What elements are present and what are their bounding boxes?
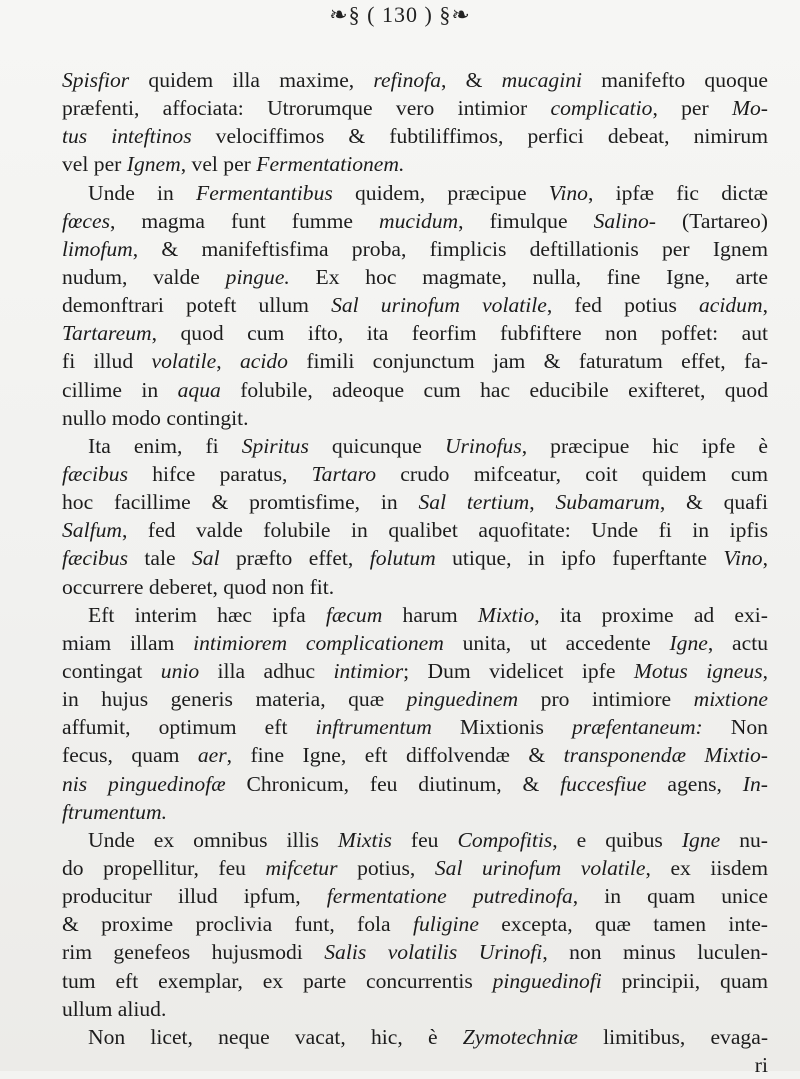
text-segment: crudo mifceatur, coit quidem cum	[376, 461, 769, 486]
text-line	[62, 657, 768, 685]
italic-segment: acido	[240, 349, 288, 374]
text-line	[62, 854, 768, 882]
text-line	[62, 263, 768, 291]
text-segment: excepta, quæ tamen inte-	[478, 912, 768, 937]
text-segment: , in quam unice	[572, 884, 768, 909]
text-segment: demonftrari poteft ullum	[62, 293, 332, 318]
italic-segment: Motus igneus	[633, 658, 763, 683]
text-line	[62, 544, 768, 572]
text-segment: & proxime proclivia funt, fola	[62, 912, 413, 937]
italic-segment: Mo-	[732, 96, 768, 121]
body-text	[62, 66, 768, 1079]
text-segment: , per	[652, 96, 733, 121]
italic-segment: Salfum	[62, 518, 122, 543]
text-segment: Ex hoc magmate, nulla, fine Igne, arte	[289, 264, 768, 289]
text-segment: , fed potius	[546, 293, 699, 318]
text-segment: tale	[127, 546, 192, 571]
text-segment: velociffimos & fubtiliffimos, perfici debeat, nimirum	[191, 124, 768, 149]
text-segment: , & quafi	[659, 490, 768, 515]
text-line	[62, 516, 768, 544]
text-segment: , magma funt fumme	[109, 208, 379, 233]
italic-segment: Fermentantibus	[196, 180, 333, 205]
text-segment: ,	[529, 490, 556, 515]
text-line	[62, 347, 768, 375]
italic-segment: aer	[197, 743, 227, 768]
text-line	[62, 685, 768, 713]
text-segment: hifce paratus,	[127, 461, 312, 486]
text-segment: , fimulque	[458, 208, 594, 233]
text-segment: agens,	[646, 771, 743, 796]
text-line	[62, 770, 768, 798]
italic-segment: Igne	[669, 630, 708, 655]
text-line	[62, 122, 768, 150]
text-segment: limitibus, evaga-	[577, 1024, 769, 1049]
text-segment: , ex iisdem	[645, 855, 768, 880]
text-segment: vel per	[62, 152, 127, 177]
italic-segment: fœces	[62, 208, 110, 233]
italic-segment: pinguedinofi	[492, 968, 602, 993]
text-line	[62, 488, 768, 516]
italic-segment: Igne	[681, 827, 721, 852]
text-segment: ullum aliud.	[62, 996, 167, 1021]
text-line	[62, 150, 768, 178]
text-segment: Unde in	[88, 180, 197, 205]
italic-segment: intimior	[333, 658, 404, 683]
italic-segment: In-	[742, 771, 768, 796]
text-segment: ,	[762, 546, 768, 571]
italic-segment: fæcibus	[62, 461, 128, 486]
italic-segment: Spiritus	[241, 433, 309, 458]
text-segment: fecus, quam	[62, 743, 198, 768]
text-segment: quicunque	[308, 433, 445, 458]
italic-segment: transponendæ Mixtio-	[563, 743, 768, 768]
text-segment: Non licet, neque vacat, hic, è	[88, 1024, 463, 1049]
text-segment: , fed valde folubile in qualibet aquofitate: Unde fi in ipfis	[121, 518, 768, 543]
text-segment: rim genefeos hujusmodi	[62, 940, 325, 965]
text-line	[62, 601, 768, 629]
text-segment: utique, in ipfo fuperftante	[435, 546, 724, 571]
italic-segment: intimiorem complicationem	[193, 630, 444, 655]
italic-segment: Sal	[191, 546, 220, 571]
text-segment: , non minus luculen-	[542, 940, 768, 965]
text-segment: ,	[762, 658, 768, 683]
text-segment: nu-	[720, 827, 768, 852]
text-segment: ; Dum videlicet ipfe	[403, 658, 634, 683]
text-segment: ,	[216, 349, 240, 374]
italic-segment: Compofitis	[457, 827, 553, 852]
text-segment: folubile, adeoque cum hac educibile exifteret, quod	[220, 377, 768, 402]
text-segment: fimili conjunctum jam & faturatum effet, fa-	[287, 349, 768, 374]
text-segment: nullo modo contingit.	[62, 405, 249, 430]
italic-segment: præfentaneum:	[571, 715, 703, 740]
text-segment: ri	[754, 1052, 768, 1077]
text-segment: Unde ex omnibus illis	[88, 827, 338, 852]
text-segment: occurrere deberet, quod non fit.	[62, 574, 335, 599]
italic-segment: refinofa	[373, 68, 441, 92]
text-line	[62, 938, 768, 966]
text-line	[62, 713, 768, 741]
italic-segment: Vino	[723, 546, 763, 571]
text-segment: producitur illud ipfum,	[62, 884, 327, 909]
italic-segment: pinguedinem	[406, 687, 519, 712]
text-line	[62, 882, 768, 910]
text-segment: præfenti, affociata: Utrorumque vero intimior	[62, 96, 551, 121]
text-segment: , ita proxime ad exi-	[534, 602, 768, 627]
text-line	[62, 432, 768, 460]
italic-segment: Urinofus	[444, 433, 522, 458]
text-segment: tum eft exemplar, ex parte concurrentis	[62, 968, 493, 993]
text-segment: Non	[702, 715, 768, 740]
text-line	[62, 460, 768, 488]
italic-segment: Salino-	[593, 208, 656, 233]
text-segment: unita, ut accedente	[443, 630, 670, 655]
italic-segment: acidum	[699, 293, 763, 318]
text-line	[62, 967, 768, 995]
text-segment: quidem illa maxime,	[129, 68, 374, 92]
text-segment: quidem, præcipue	[332, 180, 549, 205]
text-segment: (Tartareo)	[655, 208, 768, 233]
italic-segment: Subamarum	[555, 490, 660, 515]
text-line	[62, 66, 768, 94]
text-segment: , & manifeftisfima proba, fimplicis deftillationis per Ignem	[132, 236, 768, 261]
italic-segment: mixtione	[693, 687, 768, 712]
text-line	[62, 910, 768, 938]
italic-segment: Fermentationem.	[256, 152, 405, 177]
text-line	[62, 319, 768, 347]
italic-segment: Sal urinofum volatile	[331, 293, 547, 318]
italic-segment: Mixtis	[337, 827, 392, 852]
italic-segment: aqua	[177, 377, 221, 402]
text-line	[62, 207, 768, 235]
text-line	[62, 94, 768, 122]
italic-segment: Spisfior	[62, 68, 130, 92]
italic-segment: volatile	[151, 349, 217, 374]
italic-segment: Salis volatilis Urinofi	[324, 940, 543, 965]
text-line	[62, 235, 768, 263]
italic-segment: Mixtio	[477, 602, 535, 627]
italic-segment: fermentatione putredinofa	[326, 884, 573, 909]
page-number: ( 130 )	[367, 2, 433, 27]
text-segment: pro intimiore	[518, 687, 694, 712]
italic-segment: Zymotechniæ	[462, 1024, 578, 1049]
text-line	[62, 798, 768, 826]
italic-segment: unio	[160, 658, 200, 683]
text-line	[62, 629, 768, 657]
text-segment: Eft interim hæc ipfa	[88, 602, 326, 627]
text-segment: do propellitur, feu	[62, 855, 266, 880]
italic-segment: Vino	[548, 180, 588, 205]
italic-segment: Tartaro	[311, 461, 377, 486]
text-segment: miam illam	[62, 630, 194, 655]
text-line	[62, 995, 768, 1023]
ornament-left-icon: ❧§	[329, 2, 361, 27]
italic-segment: pingue.	[225, 264, 290, 289]
text-line	[62, 573, 768, 601]
text-segment: , ipfæ fic dictæ	[587, 180, 768, 205]
italic-segment: ftrumentum.	[62, 799, 167, 824]
text-segment: hoc facillime & promtisfime, in	[62, 490, 419, 515]
text-segment: affumit, optimum eft	[62, 715, 316, 740]
text-segment: , e quibus	[552, 827, 682, 852]
italic-segment: folutum	[369, 546, 436, 571]
italic-segment: Tartareum	[62, 321, 152, 346]
italic-segment: fæcum	[325, 602, 383, 627]
italic-segment: inftrumentum	[315, 715, 432, 740]
text-segment: Chronicum, feu diutinum, &	[225, 771, 561, 796]
text-line	[62, 179, 768, 207]
italic-segment: fæcibus	[62, 546, 128, 571]
italic-segment: complicatio	[550, 96, 653, 121]
italic-segment: fuccesfiue	[560, 771, 647, 796]
text-line	[62, 741, 768, 769]
text-segment: ,	[762, 293, 768, 318]
text-segment: , fine Igne, eft diffolvendæ &	[226, 743, 564, 768]
text-segment: , vel per	[180, 152, 257, 177]
text-segment: nudum, valde	[62, 264, 226, 289]
italic-segment: Sal urinofum volatile	[434, 855, 646, 880]
italic-segment: nis pinguedinofæ	[62, 771, 226, 796]
text-segment: contingat	[62, 658, 161, 683]
text-line	[62, 1023, 768, 1051]
text-line	[62, 376, 768, 404]
text-segment: , actu	[707, 630, 768, 655]
italic-segment: Sal tertium	[418, 490, 530, 515]
italic-segment: mucidum	[378, 208, 459, 233]
ornament-right-icon: §❧	[439, 2, 471, 27]
text-segment: manifefto quoque	[582, 68, 768, 92]
italic-segment: Ignem	[126, 152, 181, 177]
text-segment: Mixtionis	[431, 715, 572, 740]
text-line	[62, 291, 768, 319]
text-segment: fi illud	[62, 349, 152, 374]
text-line	[62, 1051, 768, 1079]
text-segment: potius,	[337, 855, 435, 880]
text-segment: , quod cum ifto, ita feorfim fubfiftere non poffet: aut	[151, 321, 768, 346]
italic-segment: limofum	[62, 236, 133, 261]
italic-segment: mucagini	[501, 68, 583, 92]
text-segment: præfto effet,	[219, 546, 370, 571]
page-header	[0, 2, 800, 28]
text-segment: principii, quam	[601, 968, 768, 993]
text-segment: Ita enim, fi	[88, 433, 242, 458]
text-segment: feu	[391, 827, 458, 852]
italic-segment: tus inteftinos	[62, 124, 192, 149]
italic-segment: fuligine	[412, 912, 479, 937]
text-segment: illa adhuc	[199, 658, 334, 683]
text-segment: , &	[441, 68, 502, 92]
text-line	[62, 404, 768, 432]
text-segment: harum	[382, 602, 478, 627]
text-segment: cillime in	[62, 377, 178, 402]
text-line	[62, 826, 768, 854]
italic-segment: mifcetur	[265, 855, 338, 880]
text-segment: , præcipue hic ipfe è	[521, 433, 768, 458]
text-segment: in hujus generis materia, quæ	[62, 687, 407, 712]
